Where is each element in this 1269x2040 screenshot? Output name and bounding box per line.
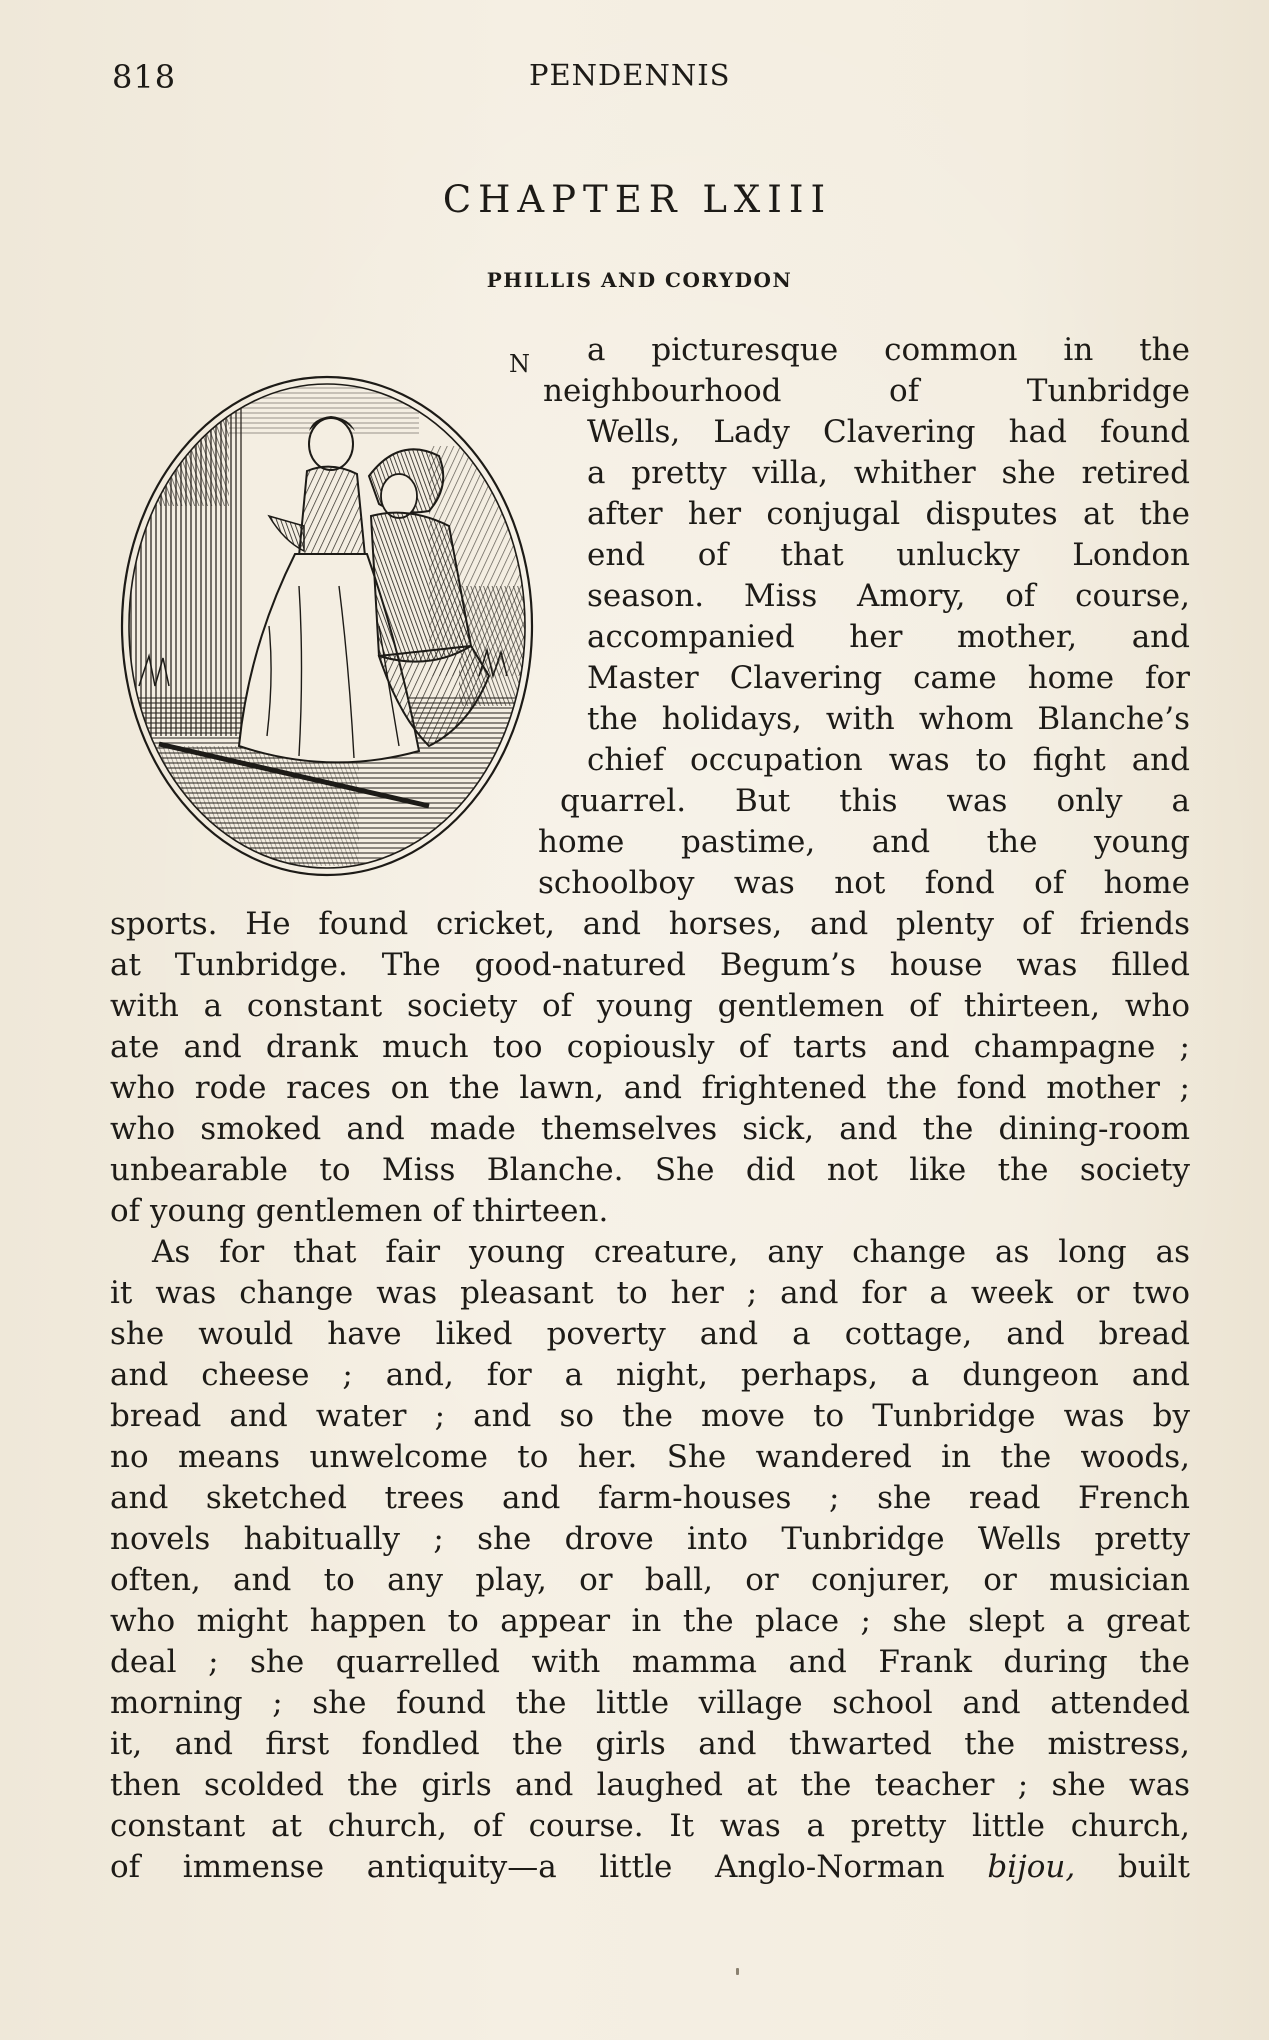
paper-speck: [736, 1968, 739, 1975]
text-line: accompanied her mother, and: [587, 619, 1190, 655]
text-line: quarrel. But this was only a: [560, 783, 1190, 819]
text-line: it, and first fondled the girls and thwarted the mistress,: [110, 1726, 1190, 1762]
page-number: 818: [112, 58, 177, 96]
text-line: chief occupation was to fight and: [587, 742, 1190, 778]
text-line: As for that fair young creature, any change as long as: [152, 1234, 1190, 1270]
text-line: bread and water ; and so the move to Tunbridge was by: [110, 1398, 1190, 1434]
text-line: Master Clavering came home for: [587, 660, 1190, 696]
text-line: home pastime, and the young: [538, 824, 1190, 860]
text-line: end of that unlucky London: [587, 537, 1190, 573]
text-line: deal ; she quarrelled with mamma and Frank during the: [110, 1644, 1190, 1680]
text-line: who might happen to appear in the place ; she slept a great: [110, 1603, 1190, 1639]
text-line: after her conjugal disputes at the: [587, 496, 1190, 532]
text-line: morning ; she found the little village school and attended: [110, 1685, 1190, 1721]
italic-word: bijou,: [987, 1849, 1076, 1885]
drop-cap-letter: N: [509, 350, 530, 378]
text-fragment: built: [1075, 1849, 1190, 1885]
text-line: novels habitually ; she drove into Tunbridge Wells pretty: [110, 1521, 1190, 1557]
text-line: a pretty villa, whither she retired: [587, 455, 1190, 491]
text-line: sports. He found cricket, and horses, and plenty of friends: [110, 906, 1190, 942]
text-fragment: of immense antiquity—a little Anglo-Norman: [110, 1849, 988, 1885]
text-line: of young gentlemen of thirteen.: [110, 1193, 609, 1229]
text-line: it was change was pleasant to her ; and for a week or two: [110, 1275, 1190, 1311]
running-title: PENDENNIS: [529, 58, 731, 92]
text-line: neighbourhood of Tunbridge: [543, 373, 1190, 409]
text-line: the holidays, with whom Blanche’s: [587, 701, 1190, 737]
text-line: schoolboy was not fond of home: [538, 865, 1190, 901]
text-line: Wells, Lady Clavering had found: [587, 414, 1190, 450]
text-line: who smoked and made themselves sick, and the dining-room: [110, 1111, 1190, 1147]
text-line: a picturesque common in the: [587, 332, 1190, 368]
text-line: constant at church, of course. It was a pretty little church,: [110, 1808, 1190, 1844]
text-line: then scolded the girls and laughed at the teacher ; she was: [110, 1767, 1190, 1803]
text-line: no means unwelcome to her. She wandered in the woods,: [110, 1439, 1190, 1475]
text-line: unbearable to Miss Blanche. She did not like the society: [110, 1152, 1190, 1188]
text-line: and cheese ; and, for a night, perhaps, a dungeon and: [110, 1357, 1190, 1393]
running-head: [0, 58, 1269, 98]
text-line: she would have liked poverty and a cottage, and bread: [110, 1316, 1190, 1352]
text-line: with a constant society of young gentlemen of thirteen, who: [110, 988, 1190, 1024]
text-line: season. Miss Amory, of course,: [587, 578, 1190, 614]
text-line: at Tunbridge. The good-natured Begum’s house was filled: [110, 947, 1190, 983]
text-line: ate and drank much too copiously of tarts and champagne ;: [110, 1029, 1190, 1065]
text-line: often, and to any play, or ball, or conjurer, or musician: [110, 1562, 1190, 1598]
chapter-heading: CHAPTER LXIII: [442, 178, 833, 221]
chapter-subtitle: PHILLIS AND CORYDON: [486, 268, 793, 292]
body-text: [110, 330, 1190, 1888]
text-line: who rode races on the lawn, and frightened the fond mother ;: [110, 1070, 1190, 1106]
text-line-final: [110, 1847, 1190, 1888]
text-line: and sketched trees and farm-houses ; she read French: [110, 1480, 1190, 1516]
